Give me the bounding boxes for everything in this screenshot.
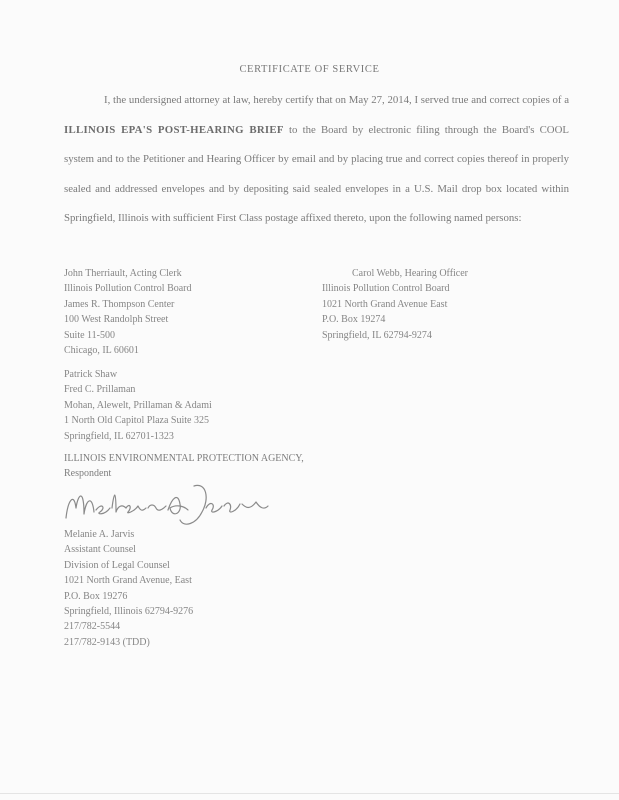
agency-block (64, 451, 304, 481)
paragraph-text-1: I, the undersigned attorney at law, hereby certify that on May 27, 2014, I served true and correct copies of a (104, 94, 569, 106)
signer-line: Division of Legal Counsel (64, 559, 170, 571)
address-line: Fred C. Prillaman (64, 384, 136, 396)
certification-paragraph (64, 86, 569, 234)
signer-line: 217/782-9143 (TDD) (64, 636, 150, 648)
address-line: Springfield, IL 62794-9274 (322, 329, 432, 341)
signer-line: Assistant Counsel (64, 544, 136, 556)
agency-name: ILLINOIS ENVIRONMENTAL PROTECTION AGENCY, (64, 453, 304, 464)
signer-line: 217/782-5544 (64, 621, 121, 633)
address-line: Chicago, IL 60601 (64, 344, 139, 356)
signer-line: 1021 North Grand Avenue, East (64, 575, 192, 587)
recipient-clerk-address (64, 266, 192, 358)
address-line: 1021 North Grand Avenue East (322, 298, 448, 310)
address-line: James R. Thompson Center (64, 298, 175, 310)
document-name-bold: ILLINOIS EPA'S POST-HEARING BRIEF (64, 123, 284, 136)
address-line: John Therriault, Acting Clerk (64, 268, 182, 279)
address-line: Springfield, IL 62701-1323 (64, 430, 174, 442)
signer-line: P.O. Box 19276 (64, 590, 128, 602)
paragraph-text-2: to the Board by electronic filing through the Board's COOL system and to the Petitioner and Hearing Officer by email and by placing true and correct copies thereof in properly sealed and addressed envelopes and by depositing said sealed envelopes in a U.S. Mail drop box located within Springfield, Illinois with sufficient First Class postage affixed thereto, upon the following named persons: (64, 123, 569, 224)
address-line: Mohan, Alewelt, Prillaman & Adami (64, 399, 212, 411)
agency-role: Respondent (64, 468, 112, 479)
signer-line: Melanie A. Jarvis (64, 529, 135, 540)
address-line: Illinois Pollution Control Board (322, 283, 450, 295)
address-line: Carol Webb, Hearing Officer (352, 268, 469, 279)
signer-block (64, 527, 193, 650)
handwritten-signature (60, 478, 270, 533)
address-line: P.O. Box 19274 (322, 314, 386, 326)
address-line: Patrick Shaw (64, 369, 118, 380)
document-title: CERTIFICATE OF SERVICE (239, 64, 380, 75)
address-line: 1 North Old Capitol Plaza Suite 325 (64, 415, 209, 427)
page-bottom-edge (0, 793, 619, 794)
address-line: Illinois Pollution Control Board (64, 283, 192, 295)
address-line: 100 West Randolph Street (64, 314, 169, 326)
recipient-counsel-address (64, 367, 212, 444)
address-line: Suite 11-500 (64, 329, 116, 341)
signer-line: Springfield, Illinois 62794-9276 (64, 605, 194, 617)
recipient-hearing-officer-address (322, 266, 468, 343)
